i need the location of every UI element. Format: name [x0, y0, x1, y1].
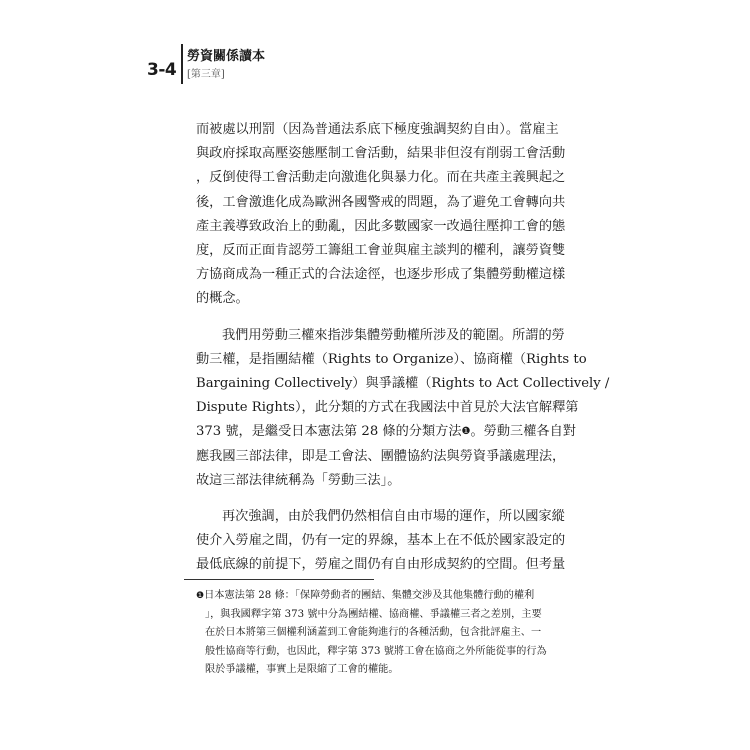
footnote-divider — [184, 579, 374, 580]
text-line: 使介入勞雇之間，仍有一定的界線，基本上在不低於國家設定的 — [196, 533, 566, 549]
book-title: 勞資關係讀本 — [187, 49, 266, 64]
text-line: 最低底線的前提下，勞雇之間仍有自由形成契約的空間。但考量 — [196, 557, 566, 573]
text-segment: 373 號，是繼受日本憲法第 28 條的分類方法 — [196, 424, 462, 440]
header-divider — [181, 44, 183, 84]
footnote-line — [196, 587, 570, 606]
text-line: 的概念。 — [196, 291, 249, 307]
text-line: Dispute Rights），此分類的方式在我國法中首見於大法官解釋第 — [196, 400, 579, 416]
text-segment: 。勞動三權各自對 — [470, 424, 576, 440]
text-line — [196, 420, 576, 444]
paragraph-1 — [196, 118, 568, 312]
page-number: 3-4 — [147, 60, 177, 80]
footnote-line: 」，與我國釋字第 373 號中分為團結權、協商權、爭議權三者之差別，主要 — [205, 608, 542, 620]
chapter-label: [第三章] — [187, 69, 225, 80]
text-line: 動三權，是指團結權（Rights to Organize）、協商權（Rights to — [196, 351, 587, 367]
paragraph-2 — [196, 324, 610, 493]
footnote-reference[interactable]: ❶ — [461, 426, 471, 438]
paragraph-3 — [196, 505, 568, 578]
text-line: 故這三部法律統稱為「勞動三法」。 — [196, 472, 401, 488]
text-line: 再次強調，由於我們仍然相信自由市場的運作，所以國家縱 — [222, 509, 565, 525]
footnote-marker: ❶ — [196, 591, 205, 601]
text-line: 應我國三部法律，即是工會法、團體協約法與勞資爭議處理法， — [196, 448, 566, 464]
text-line: 與政府採取高壓姿態壓制工會活動，結果非但沒有削弱工會活動 — [196, 146, 566, 162]
text-line: 我們用勞動三權來指涉集體勞動權所涉及的範圍。所謂的勞 — [222, 327, 565, 343]
body-text — [196, 118, 610, 578]
text-line: 度，反而正面肯認勞工籌組工會並與雇主談判的權利，讓勞資雙 — [196, 243, 566, 259]
footnote-text: 日本憲法第 28 條：「保障勞動者的團結、集體交涉及其他集體行動的權利 — [204, 590, 535, 601]
footnote-line: 限於爭議權，事實上是限縮了工會的權能。 — [205, 664, 399, 676]
footnote — [196, 587, 570, 680]
text-line: 方協商成為一種正式的合法途徑，也逐步形成了集體勞動權這樣 — [196, 267, 566, 283]
footnote-line: 般性協商等行動，也因此，釋字第 373 號將工會在協商之外所能從事的行為 — [205, 645, 547, 657]
text-line: 產主義導致政治上的動亂，因此多數國家一改過往壓抑工會的態 — [196, 218, 566, 234]
text-line: 而被處以刑罰（因為普通法系底下極度強調契約自由）。當雇主 — [196, 122, 559, 137]
text-line: ，反倒使得工會活動走向激進化與暴力化。而在共產主義興起之 — [196, 170, 566, 186]
footnote-line: 在於日本將第三個權利涵蓋到工會能夠進行的各種活動，包含批評雇主、一 — [205, 627, 542, 639]
text-line: 後，工會激進化成為歐洲各國警戒的問題，為了避免工會轉向共 — [196, 194, 566, 210]
text-line: Bargaining Collectively）與爭議權（Rights to Act Collectively / — [196, 376, 610, 392]
